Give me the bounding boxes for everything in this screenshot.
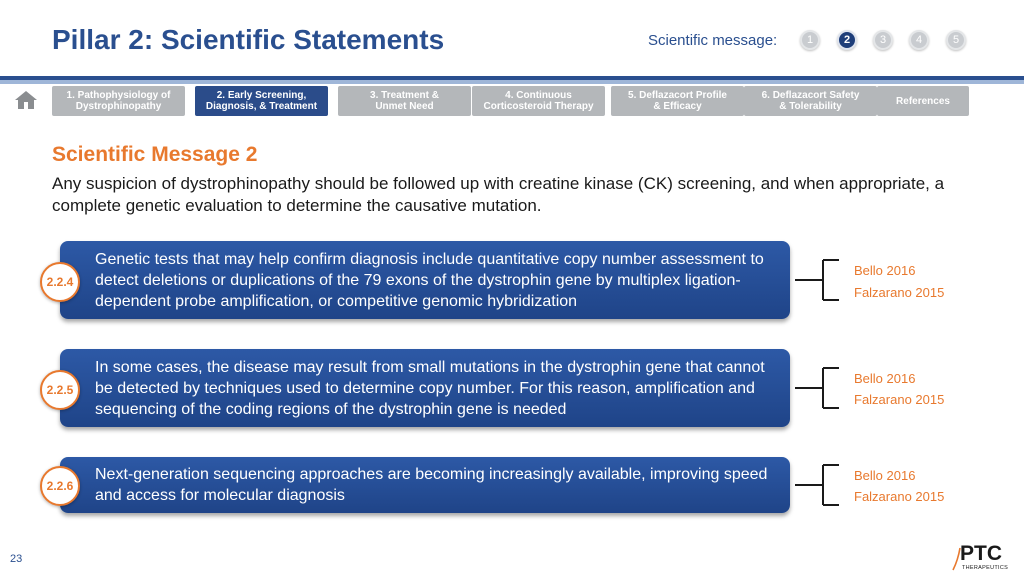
header-band-accent	[0, 80, 1024, 84]
tab-label-line1: 2. Early Screening,	[216, 90, 307, 101]
page-title: Pillar 2: Scientific Statements	[52, 24, 445, 55]
tab-early-screening[interactable]	[195, 86, 328, 116]
tab-label-line2: & Efficacy	[653, 101, 702, 112]
tab-label-line1: 5. Deflazacort Profile	[628, 90, 727, 101]
tab-label-line1: 4. Continuous	[505, 90, 572, 101]
statement-box[interactable]	[60, 349, 790, 427]
statement-text: Next-generation sequencing approaches are becoming increasingly available, improving speed and access for molecular diagnosis	[95, 466, 768, 504]
bracket-icon	[795, 366, 841, 410]
tab-references[interactable]	[877, 86, 969, 116]
section-heading: Scientific Message 2	[52, 143, 258, 166]
tab-label-line1: 3. Treatment &	[370, 90, 439, 101]
tab-label-line2: Dystrophinopathy	[75, 101, 162, 112]
message-1-button[interactable]: 1	[800, 30, 820, 50]
tab-label-line1: 1. Pathophysiology of	[66, 90, 171, 101]
tab-label-line2: Diagnosis, & Treatment	[205, 101, 318, 112]
statement-badge: 2.2.4	[40, 262, 80, 302]
logo-subtext: THERAPEUTICS	[962, 565, 1009, 571]
message-2-button[interactable]: 2	[837, 30, 857, 50]
tab-continuous-corticosteroid[interactable]	[472, 86, 605, 116]
tab-label-line2: & Tolerability	[779, 101, 842, 112]
reference-link[interactable]: Bello 2016	[854, 468, 916, 483]
tab-deflazacort-safety[interactable]	[744, 86, 877, 116]
statement-text: In some cases, the disease may result from small mutations in the dystrophin gene that cannot be detected by techniques used to determine copy number. For this reason, amplification and sequencing of the coding regions of the dystrophin gene is needed	[95, 358, 765, 418]
statement-badge: 2.2.6	[40, 466, 80, 506]
reference-link[interactable]: Falzarano 2015	[854, 392, 945, 407]
section-body: Any suspicion of dystrophinopathy should be followed up with creatine kinase (CK) screening, and when appropriate, a complete genetic evaluation to determine the causative mutation.	[52, 174, 945, 215]
tab-label-line1: 6. Deflazacort Safety	[761, 90, 860, 101]
scientific-message-label: Scientific message:	[648, 32, 778, 49]
reference-link[interactable]: Falzarano 2015	[854, 285, 945, 300]
logo-text: PTC	[960, 542, 1002, 565]
reference-link[interactable]: Bello 2016	[854, 263, 916, 278]
tab-label-line2: Unmet Need	[375, 101, 434, 112]
bracket-icon	[795, 463, 841, 507]
statement-box[interactable]	[60, 457, 790, 513]
home-icon[interactable]	[14, 89, 38, 111]
page-number: 23	[10, 553, 23, 565]
statement-text: Genetic tests that may help confirm diagnosis include quantitative copy number assessment to detect deletions or duplications of the 79 exons of the dystrophin gene by multiplex ligation-dependent probe amplification, or competitive genomic hybridization	[95, 250, 764, 310]
reference-link[interactable]: Falzarano 2015	[854, 489, 945, 504]
message-4-button[interactable]: 4	[909, 30, 929, 50]
message-5-button[interactable]: 5	[946, 30, 966, 50]
message-3-button[interactable]: 3	[873, 30, 893, 50]
ptc-logo	[950, 540, 1018, 572]
bracket-icon	[795, 258, 841, 302]
tab-pathophysiology[interactable]	[52, 86, 185, 116]
statement-box[interactable]	[60, 241, 790, 319]
tab-deflazacort-profile[interactable]	[611, 86, 744, 116]
tab-label: References	[896, 95, 950, 107]
tab-treatment-unmet-need[interactable]	[338, 86, 471, 116]
tab-label-line2: Corticosteroid Therapy	[483, 101, 594, 112]
reference-link[interactable]: Bello 2016	[854, 371, 916, 386]
statement-badge: 2.2.5	[40, 370, 80, 410]
